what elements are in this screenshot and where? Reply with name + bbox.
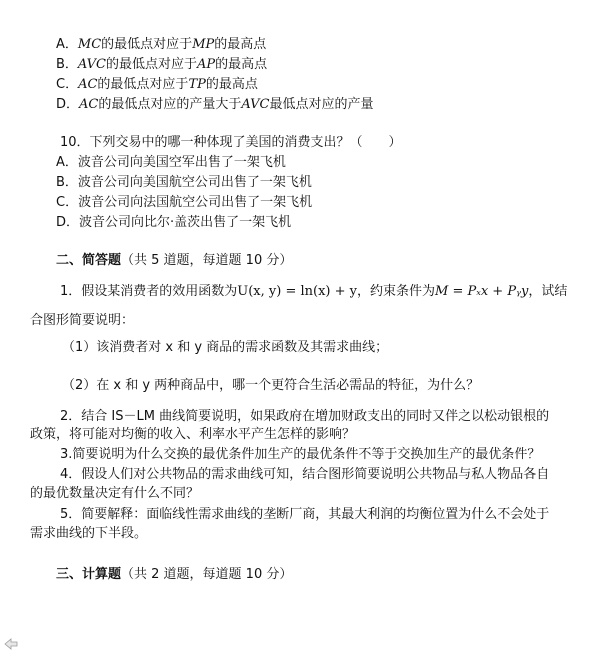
section2-title: 二、简答题 bbox=[56, 253, 122, 268]
utility-formula: U(x, y) = ln(x) + y bbox=[237, 284, 357, 299]
section2-heading bbox=[56, 252, 292, 270]
sa-q1-line2: 合图形简要说明： bbox=[30, 313, 135, 328]
sa-q3: 3.简要说明为什么交换的最优条件加生产的最优条件不等于交换加生产的最优条件？ bbox=[60, 447, 541, 462]
section3-title: 三、计算题 bbox=[56, 567, 122, 582]
section2-note: （共 5 道题，每道题 10 分） bbox=[121, 253, 293, 268]
sa-q4-line2: 的最优数量决定有什么不同？ bbox=[30, 486, 200, 501]
sa-q5-line1: 5．简要解释：面临线性需求曲线的垄断厂商，其最大利润的均衡位置为什么不会处于 bbox=[60, 507, 550, 522]
section3-note: （共 2 道题，每道题 10 分） bbox=[121, 567, 293, 582]
sa-q1-sub2: （2）在 x 和 y 两种商品中，哪一个更符合生活必需品的特征，为什么？ bbox=[62, 378, 480, 393]
q9-option-d: D．AC的最低点对应的产量大于AVC最低点对应的产量 bbox=[56, 97, 374, 112]
q10-option-c: C．波音公司向法国航空公司出售了一架飞机 bbox=[56, 195, 313, 210]
q9-option-c: C．AC的最低点对应于TP的最高点 bbox=[56, 77, 258, 92]
budget-constraint: M = Pₓx + Pᵧy bbox=[435, 284, 529, 299]
back-arrow-icon[interactable] bbox=[4, 638, 18, 650]
sa-q1-line1: 1．假设某消费者的效用函数为U(x, y) = ln(x) + y，约束条件为M = Pₓx + Pᵧy，试结 bbox=[60, 284, 568, 299]
q9-option-a: A．MC的最低点对应于MP的最高点 bbox=[56, 37, 267, 52]
sa-q2-line1: 2．结合 IS－LM 曲线简要说明，如果政府在增加财政支出的同时又伴之以松动银根的 bbox=[60, 409, 550, 424]
sa-q1-sub1: （1）该消费者对 x 和 y 商品的需求函数及其需求曲线； bbox=[62, 340, 389, 355]
q10-option-d: D．波音公司向比尔·盖茨出售了一架飞机 bbox=[56, 215, 292, 230]
section3-heading bbox=[56, 566, 292, 584]
sa-q2-line2: 政策，将可能对均衡的收入、利率水平产生怎样的影响？ bbox=[30, 427, 356, 442]
q10-option-a: A．波音公司向美国空军出售了一架飞机 bbox=[56, 155, 286, 170]
sa-q4-line1: 4．假设人们对公共物品的需求曲线可知，结合图形简要说明公共物品与私人物品各自 bbox=[60, 467, 550, 482]
q10-option-b: B．波音公司向美国航空公司出售了一架飞机 bbox=[56, 175, 312, 190]
sa-q5-line2: 需求曲线的下半段。 bbox=[30, 526, 148, 541]
q9-option-b: B．AVC的最低点对应于AP的最高点 bbox=[56, 57, 268, 72]
q10-stem: 10．下列交易中的哪一种体现了美国的消费支出？（ ） bbox=[60, 135, 402, 150]
